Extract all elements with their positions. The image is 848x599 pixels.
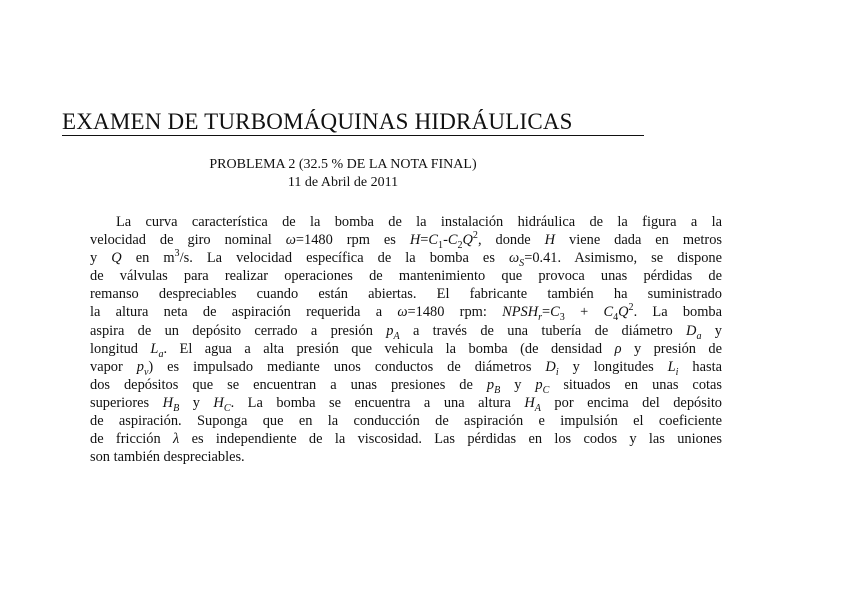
statement-line: de aspiración. Suponga que en la conducción de aspiración e impulsión el coeficiente — [90, 413, 722, 430]
statement-line: la altura neta de aspiración requerida a ω=1480 rpm: $NPSH_r=C_3 + C_4Q^2$. La bomba — [90, 302, 723, 324]
statement-line: de válvulas para realizar operaciones de mantenimiento que provoca unas pérdidas de — [90, 268, 722, 285]
statement-line: y Q en $m^3/s$. La velocidad específica de la bomba es $\omega_S=0.41$. Asimismo, se dispone — [90, 248, 722, 270]
statement-line: longitud $L_a$. El agua a alta presión que vehicula la bomba (de densidad ρ y presión de — [90, 340, 722, 360]
statement-line: son también despreciables. — [90, 449, 245, 466]
title-underline — [62, 135, 644, 136]
statement-line: remanso despreciables cuando están abiertas. El fabricante también ha suministrado — [90, 286, 722, 303]
statement-line: de fricción λ es independiente de la viscosidad. Las pérdidas en los codos y las uniones — [90, 431, 722, 448]
statement-line: La curva característica de la bomba de la instalación hidráulica de la figura a la — [116, 214, 722, 230]
problem-statement — [90, 213, 722, 466]
statement-line: aspira de un depósito cerrado a presión $p_A$ a través de una tubería de diámetro $D_a$ y — [90, 322, 723, 342]
statement-line: vapor $p_v$) es impulsado mediante unos conductos de diámetros $D_i$ y longitudes $L_i$ hasta — [90, 358, 722, 378]
statement-line: dos depósitos que se encuentran a unas presiones de $p_B$ y $p_C$ situados en unas cotas — [90, 376, 723, 396]
exam-title: EXAMEN DE TURBOMÁQUINAS HIDRÁULICAS — [62, 109, 573, 134]
exam-date: 11 de Abril de 2011 — [287, 175, 399, 190]
problem-heading: PROBLEMA 2 (32.5 % DE LA NOTA FINAL) — [209, 157, 477, 172]
statement-line: velocidad de giro nominal ω=1480 rpm es $H=C_1-C_2Q^2$, donde H viene dada en metros — [90, 230, 723, 251]
statement-line: superiores $H_B$ y $H_C$. La bomba se encuentra a una altura $H_A$ por encima del depósito — [90, 394, 723, 414]
